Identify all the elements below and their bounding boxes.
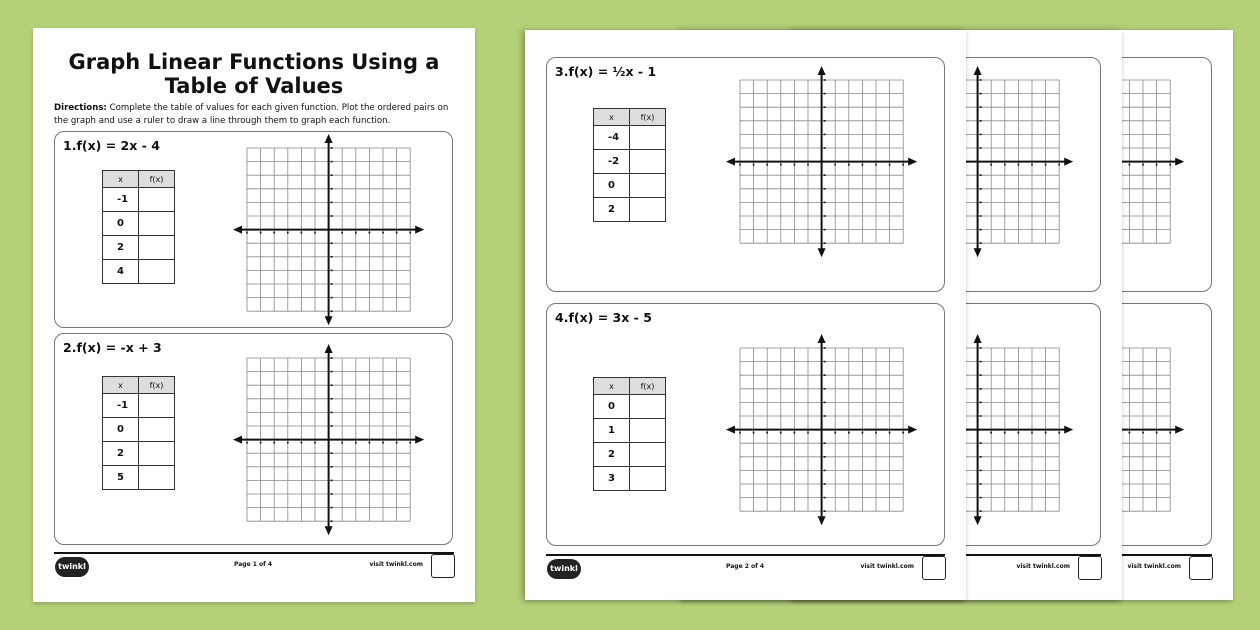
axis-tick xyxy=(1031,164,1033,166)
axis-tick xyxy=(739,164,741,166)
axis-tick xyxy=(1142,164,1144,166)
fx-answer-cell[interactable] xyxy=(139,418,175,442)
axis-tick xyxy=(331,161,333,163)
axis-tick xyxy=(753,164,755,166)
axis-tick xyxy=(824,106,826,108)
axis-tick xyxy=(902,432,904,434)
axis-tick xyxy=(794,432,796,434)
fx-answer-cell[interactable] xyxy=(139,212,175,236)
arrow-down-icon xyxy=(325,316,333,325)
fx-answer-cell[interactable] xyxy=(630,174,666,198)
arrow-up-icon xyxy=(974,66,982,75)
quality-badge-icon xyxy=(1078,556,1102,580)
arrow-up-icon xyxy=(818,66,826,75)
axis-tick xyxy=(331,384,333,386)
axis-tick xyxy=(246,442,248,444)
table-row xyxy=(594,395,666,419)
visit-link[interactable]: visit twinkl.com xyxy=(860,563,914,570)
col-x-header: x xyxy=(103,377,139,394)
axis-tick xyxy=(807,164,809,166)
x-value: 0 xyxy=(103,418,139,442)
axis-tick xyxy=(287,232,289,234)
axis-tick xyxy=(766,432,768,434)
axis-tick xyxy=(980,242,982,244)
col-fx-header: f(x) xyxy=(630,109,666,126)
axis-tick xyxy=(1018,432,1020,434)
axis-tick xyxy=(980,442,982,444)
axis-tick xyxy=(369,442,371,444)
axis-tick xyxy=(980,361,982,363)
axis-tick xyxy=(331,256,333,258)
axis-tick xyxy=(889,164,891,166)
axis-tick xyxy=(1129,164,1131,166)
problem-box xyxy=(546,303,945,546)
fx-answer-cell[interactable] xyxy=(630,467,666,491)
arrow-right-icon xyxy=(415,226,424,234)
axis-tick xyxy=(355,442,357,444)
axis-tick xyxy=(980,497,982,499)
problem-box xyxy=(546,57,945,292)
axis-tick xyxy=(314,442,316,444)
axis-tick xyxy=(848,432,850,434)
axis-tick xyxy=(824,242,826,244)
axis-tick xyxy=(980,79,982,81)
axis-tick xyxy=(824,510,826,512)
x-value: 0 xyxy=(103,212,139,236)
col-x-header: x xyxy=(594,378,630,395)
axis-tick xyxy=(260,442,262,444)
col-fx-header: f(x) xyxy=(139,171,175,188)
fx-answer-cell[interactable] xyxy=(630,126,666,150)
axis-tick xyxy=(780,164,782,166)
x-value: 4 xyxy=(103,260,139,284)
arrow-left-icon xyxy=(233,226,242,234)
axis-tick xyxy=(824,229,826,231)
x-value: 3 xyxy=(594,467,630,491)
fx-answer-cell[interactable] xyxy=(139,466,175,490)
axis-tick xyxy=(1031,432,1033,434)
table-row xyxy=(103,260,175,284)
fx-answer-cell[interactable] xyxy=(139,442,175,466)
axis-tick xyxy=(301,232,303,234)
x-value: -1 xyxy=(103,394,139,418)
axis-tick xyxy=(824,361,826,363)
axis-tick xyxy=(980,134,982,136)
page-number: Page 1 of 4 xyxy=(234,561,272,568)
axis-tick xyxy=(1045,164,1047,166)
axis-tick xyxy=(1169,164,1171,166)
axis-tick xyxy=(331,480,333,482)
directions-text: Complete the table of values for each given function. Plot the ordered pairs on the graph and use a ruler to draw a line through them to graph each function. xyxy=(54,103,449,126)
axis-tick xyxy=(824,174,826,176)
table-row xyxy=(594,126,666,150)
axis-tick xyxy=(902,164,904,166)
arrow-left-icon xyxy=(726,158,735,166)
function-label: 4.f(x) = 3x - 5 xyxy=(555,310,652,325)
x-value: 5 xyxy=(103,466,139,490)
quality-badge-icon xyxy=(922,556,946,580)
axis-tick xyxy=(331,174,333,176)
axis-tick xyxy=(980,456,982,458)
arrow-right-icon xyxy=(1064,158,1073,166)
axis-tick xyxy=(824,347,826,349)
axis-tick xyxy=(824,120,826,122)
axis-tick xyxy=(824,93,826,95)
table-row xyxy=(103,236,175,260)
col-fx-header: f(x) xyxy=(139,377,175,394)
x-value: 2 xyxy=(594,198,630,222)
axis-tick xyxy=(980,510,982,512)
axis-tick xyxy=(980,188,982,190)
axis-tick xyxy=(848,164,850,166)
table-row xyxy=(103,212,175,236)
page-number: Page 2 of 4 xyxy=(726,563,764,570)
axis-tick xyxy=(382,442,384,444)
x-value: -2 xyxy=(594,150,630,174)
directions xyxy=(54,102,453,127)
col-x-header: x xyxy=(103,171,139,188)
axis-tick xyxy=(824,442,826,444)
axis-tick xyxy=(875,432,877,434)
arrow-down-icon xyxy=(818,248,826,257)
axis-tick xyxy=(980,93,982,95)
arrow-left-icon xyxy=(233,436,242,444)
axis-tick xyxy=(331,493,333,495)
axis-tick xyxy=(834,164,836,166)
table-of-values xyxy=(102,376,175,490)
axis-tick xyxy=(875,164,877,166)
axis-tick xyxy=(780,432,782,434)
axis-tick xyxy=(331,297,333,299)
coordinate-grid[interactable] xyxy=(247,148,411,314)
axis-tick xyxy=(331,202,333,204)
arrow-left-icon xyxy=(726,426,735,434)
footer-divider xyxy=(546,554,945,556)
axis-tick xyxy=(980,388,982,390)
axis-tick xyxy=(331,188,333,190)
arrow-up-icon xyxy=(325,344,333,353)
axis-tick xyxy=(273,442,275,444)
visit-link[interactable]: visit twinkl.com xyxy=(1127,563,1181,570)
axis-tick xyxy=(980,147,982,149)
title-line: Graph Linear Functions Using a xyxy=(68,50,440,74)
fx-answer-cell[interactable] xyxy=(139,188,175,212)
table-row xyxy=(103,394,175,418)
axis-tick xyxy=(862,164,864,166)
twinkl-logo: twinkl xyxy=(547,559,581,579)
axis-tick xyxy=(314,232,316,234)
axis-tick xyxy=(396,232,398,234)
axis-tick xyxy=(824,470,826,472)
axis-tick xyxy=(824,483,826,485)
col-fx-header: f(x) xyxy=(630,378,666,395)
visit-link[interactable]: visit twinkl.com xyxy=(1016,563,1070,570)
table-of-values xyxy=(593,108,666,222)
visit-link[interactable]: visit twinkl.com xyxy=(369,561,423,568)
axis-tick xyxy=(1018,164,1020,166)
x-value: 0 xyxy=(594,174,630,198)
axis-tick xyxy=(369,232,371,234)
quality-badge-icon xyxy=(1189,556,1213,580)
axis-tick xyxy=(980,120,982,122)
axis-tick xyxy=(1058,164,1060,166)
table-row xyxy=(594,174,666,198)
axis-tick xyxy=(355,232,357,234)
x-value: 2 xyxy=(103,236,139,260)
axis-tick xyxy=(980,415,982,417)
arrow-down-icon xyxy=(974,516,982,525)
table-row xyxy=(103,418,175,442)
axis-tick xyxy=(980,229,982,231)
axis-tick xyxy=(1156,432,1158,434)
axis-tick xyxy=(331,466,333,468)
axis-tick xyxy=(409,232,411,234)
axis-tick xyxy=(766,164,768,166)
coordinate-grid[interactable] xyxy=(740,80,904,246)
axis-tick xyxy=(273,232,275,234)
x-value: 2 xyxy=(594,443,630,467)
arrow-right-icon xyxy=(1175,426,1184,434)
axis-tick xyxy=(1058,432,1060,434)
page-title xyxy=(33,50,475,98)
axis-tick xyxy=(331,371,333,373)
axis-tick xyxy=(980,347,982,349)
function-label: 1.f(x) = 2x - 4 xyxy=(63,138,160,153)
arrow-right-icon xyxy=(1175,158,1184,166)
axis-tick xyxy=(980,470,982,472)
table-row xyxy=(594,198,666,222)
fx-answer-cell[interactable] xyxy=(630,150,666,174)
axis-tick xyxy=(980,202,982,204)
problem-box xyxy=(54,333,453,545)
worksheet-page-1 xyxy=(33,28,475,602)
axis-tick xyxy=(824,497,826,499)
axis-tick xyxy=(980,174,982,176)
table-row xyxy=(103,188,175,212)
axis-tick xyxy=(824,215,826,217)
axis-tick xyxy=(246,232,248,234)
axis-tick xyxy=(990,432,992,434)
axis-tick xyxy=(382,232,384,234)
axis-tick xyxy=(396,442,398,444)
table-header xyxy=(594,109,666,126)
axis-tick xyxy=(331,283,333,285)
axis-tick xyxy=(824,134,826,136)
fx-answer-cell[interactable] xyxy=(630,419,666,443)
axis-tick xyxy=(824,415,826,417)
axis-tick xyxy=(1045,432,1047,434)
axis-tick xyxy=(331,242,333,244)
axis-tick xyxy=(862,432,864,434)
axis-tick xyxy=(990,164,992,166)
axis-tick xyxy=(287,442,289,444)
axis-tick xyxy=(409,442,411,444)
axis-tick xyxy=(331,425,333,427)
axis-tick xyxy=(824,79,826,81)
table-header xyxy=(594,378,666,395)
x-value: 2 xyxy=(103,442,139,466)
footer-divider xyxy=(54,552,454,554)
fx-answer-cell[interactable] xyxy=(139,236,175,260)
axis-tick xyxy=(331,520,333,522)
problem-box xyxy=(54,131,453,328)
arrow-up-icon xyxy=(325,134,333,143)
x-value: 0 xyxy=(594,395,630,419)
axis-tick xyxy=(980,215,982,217)
axis-tick xyxy=(824,388,826,390)
table-row xyxy=(103,442,175,466)
worksheet-page-2 xyxy=(525,30,966,600)
fx-answer-cell[interactable] xyxy=(630,443,666,467)
axis-tick xyxy=(794,164,796,166)
axis-tick xyxy=(331,412,333,414)
axis-tick xyxy=(824,188,826,190)
axis-tick xyxy=(331,310,333,312)
axis-tick xyxy=(980,106,982,108)
axis-tick xyxy=(1004,164,1006,166)
axis-tick xyxy=(753,432,755,434)
arrow-right-icon xyxy=(908,426,917,434)
axis-tick xyxy=(341,442,343,444)
axis-tick xyxy=(824,374,826,376)
axis-tick xyxy=(1129,432,1131,434)
axis-tick xyxy=(980,374,982,376)
directions-label: Directions: xyxy=(54,103,107,113)
col-x-header: x xyxy=(594,109,630,126)
fx-answer-cell[interactable] xyxy=(139,260,175,284)
axis-tick xyxy=(331,147,333,149)
x-value: 1 xyxy=(594,419,630,443)
axis-tick xyxy=(1004,432,1006,434)
arrow-up-icon xyxy=(974,334,982,343)
axis-tick xyxy=(331,452,333,454)
fx-answer-cell[interactable] xyxy=(630,395,666,419)
axis-tick xyxy=(331,215,333,217)
x-value: -4 xyxy=(594,126,630,150)
table-of-values xyxy=(593,377,666,491)
axis-tick xyxy=(341,232,343,234)
table-row xyxy=(103,466,175,490)
arrow-right-icon xyxy=(1064,426,1073,434)
axis-tick xyxy=(824,147,826,149)
table-row xyxy=(594,150,666,174)
quality-badge-icon xyxy=(431,554,455,578)
table-row xyxy=(594,419,666,443)
axis-tick xyxy=(331,398,333,400)
table-row xyxy=(594,443,666,467)
arrow-right-icon xyxy=(908,158,917,166)
axis-tick xyxy=(739,432,741,434)
axis-tick xyxy=(824,402,826,404)
axis-tick xyxy=(834,432,836,434)
arrow-down-icon xyxy=(818,516,826,525)
twinkl-logo: twinkl xyxy=(55,557,89,577)
coordinate-grid[interactable] xyxy=(247,358,411,524)
axis-tick xyxy=(331,270,333,272)
axis-tick xyxy=(1142,432,1144,434)
arrow-down-icon xyxy=(325,526,333,535)
x-value: -1 xyxy=(103,188,139,212)
axis-tick xyxy=(980,402,982,404)
function-label: 2.f(x) = -x + 3 xyxy=(63,340,162,355)
axis-tick xyxy=(980,483,982,485)
table-header xyxy=(103,171,175,188)
axis-tick xyxy=(807,432,809,434)
arrow-right-icon xyxy=(415,436,424,444)
axis-tick xyxy=(260,232,262,234)
axis-tick xyxy=(824,456,826,458)
table-row xyxy=(594,467,666,491)
axis-tick xyxy=(1156,164,1158,166)
axis-tick xyxy=(1169,432,1171,434)
axis-tick xyxy=(331,507,333,509)
axis-tick xyxy=(889,432,891,434)
coordinate-grid[interactable] xyxy=(740,348,904,514)
table-header xyxy=(103,377,175,394)
axis-tick xyxy=(331,357,333,359)
table-of-values xyxy=(102,170,175,284)
fx-answer-cell[interactable] xyxy=(139,394,175,418)
arrow-down-icon xyxy=(974,248,982,257)
title-line: Table of Values xyxy=(164,74,344,98)
arrow-up-icon xyxy=(818,334,826,343)
axis-tick xyxy=(824,202,826,204)
axis-tick xyxy=(301,442,303,444)
fx-answer-cell[interactable] xyxy=(630,198,666,222)
function-label: 3.f(x) = ½x - 1 xyxy=(555,64,657,79)
